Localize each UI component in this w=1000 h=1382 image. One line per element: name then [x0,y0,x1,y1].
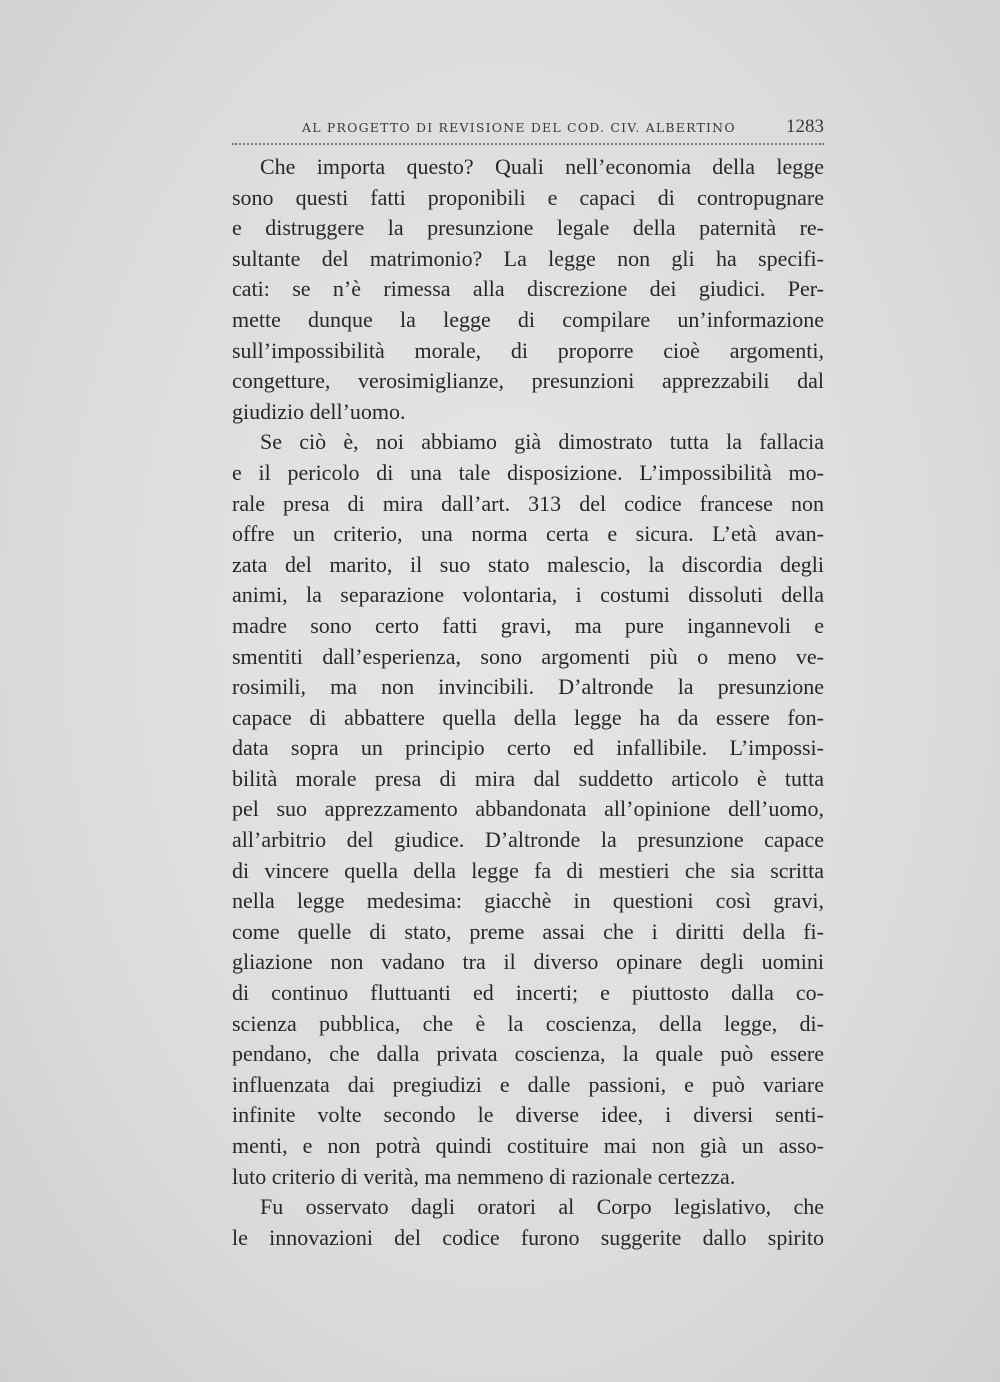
text-line: infinite volte secondo le diverse idee, i diversi senti- [232,1102,824,1128]
text-line: come quelle di stato, preme assai che i diritti della fi- [232,918,824,944]
text-line: rosimili, ma non invincibili. D’altronde la presunzione [232,674,824,700]
text-line: nella legge medesima: giacchè in questioni così gravi, [232,888,824,914]
text-line: congetture, verosimiglianze, presunzioni apprezzabili dal [232,368,824,394]
running-title: AL PROGETTO DI REVISIONE DEL COD. CIV. ALBERTINO [302,120,736,135]
text-line: e distruggere la presunzione legale della paternità re- [232,215,824,241]
text-line: cati: se n’è rimessa alla discrezione dei giudici. Per- [232,276,824,302]
text-line: di vincere quella della legge fa di mestieri che sia scritta [232,857,824,883]
text-line: Che importa questo? Quali nell’economia della legge [260,154,824,179]
text-line: sull’impossibilità morale, di proporre cioè argomenti, [232,337,824,363]
text-line: di continuo fluttuanti ed incerti; e piuttosto dalla co- [232,980,824,1006]
text-line: Se ciò è, noi abbiamo già dimostrato tutta la fallacia [260,429,824,455]
text-line: data sopra un principio certo ed infallibile. L’impossi- [232,735,824,761]
body-text [232,152,824,1253]
text-line: scienza pubblica, che è la coscienza, della legge, di- [232,1010,824,1036]
text-line: gliazione non vadano tra il diverso opinare degli uomini [232,949,824,975]
text-line: pel suo apprezzamento abbandonata all’opinione dell’uomo, [232,796,824,822]
text-line: sultante del matrimonio? La legge non gli ha specifi- [232,245,824,271]
text-line: menti, e non potrà quindi costituire mai non già un asso- [232,1133,824,1158]
text-line: Fu osservato dagli oratori al Corpo legislativo, che [260,1194,824,1220]
text-line: all’arbitrio del giudice. D’altronde la presunzione capace [232,827,824,853]
header-dotted-rule [232,143,824,145]
text-line: smentiti dall’esperienza, sono argomenti più o meno ve- [232,643,824,669]
text-line: luto criterio di verità, ma nemmeno di razionale certezza. [232,1163,736,1189]
text-line: offre un criterio, una norma certa e sicura. L’età avan- [232,521,824,547]
text-line: pendano, che dalla privata coscienza, la quale può essere [232,1041,824,1067]
text-line: mette dunque la legge di compilare un’informazione [232,306,824,332]
text-line: e il pericolo di una tale disposizione. L’impossibilità mo- [232,459,824,485]
text-line: giudizio dell’uomo. [232,398,406,424]
text-line: le innovazioni del codice furono suggerite dallo spirito [232,1224,824,1250]
text-line: influenzata dai pregiudizi e dalle passioni, e può variare [232,1071,824,1097]
page-number: 1283 [786,116,824,137]
running-head [232,116,824,140]
text-line: capace di abbattere quella della legge ha da essere fon- [232,704,824,730]
text-line: animi, la separazione volontaria, i costumi dissoluti della [232,582,824,608]
text-line: zata del marito, il suo stato malescio, la discordia degli [232,551,824,577]
text-line: sono questi fatti proponibili e capaci di contropugnare [232,184,824,210]
text-line: bilità morale presa di mira dal suddetto articolo è tutta [232,765,824,791]
text-line: madre sono certo fatti gravi, ma pure ingannevoli e [232,612,824,638]
text-line: rale presa di mira dall’art. 313 del codice francese non [232,490,824,516]
